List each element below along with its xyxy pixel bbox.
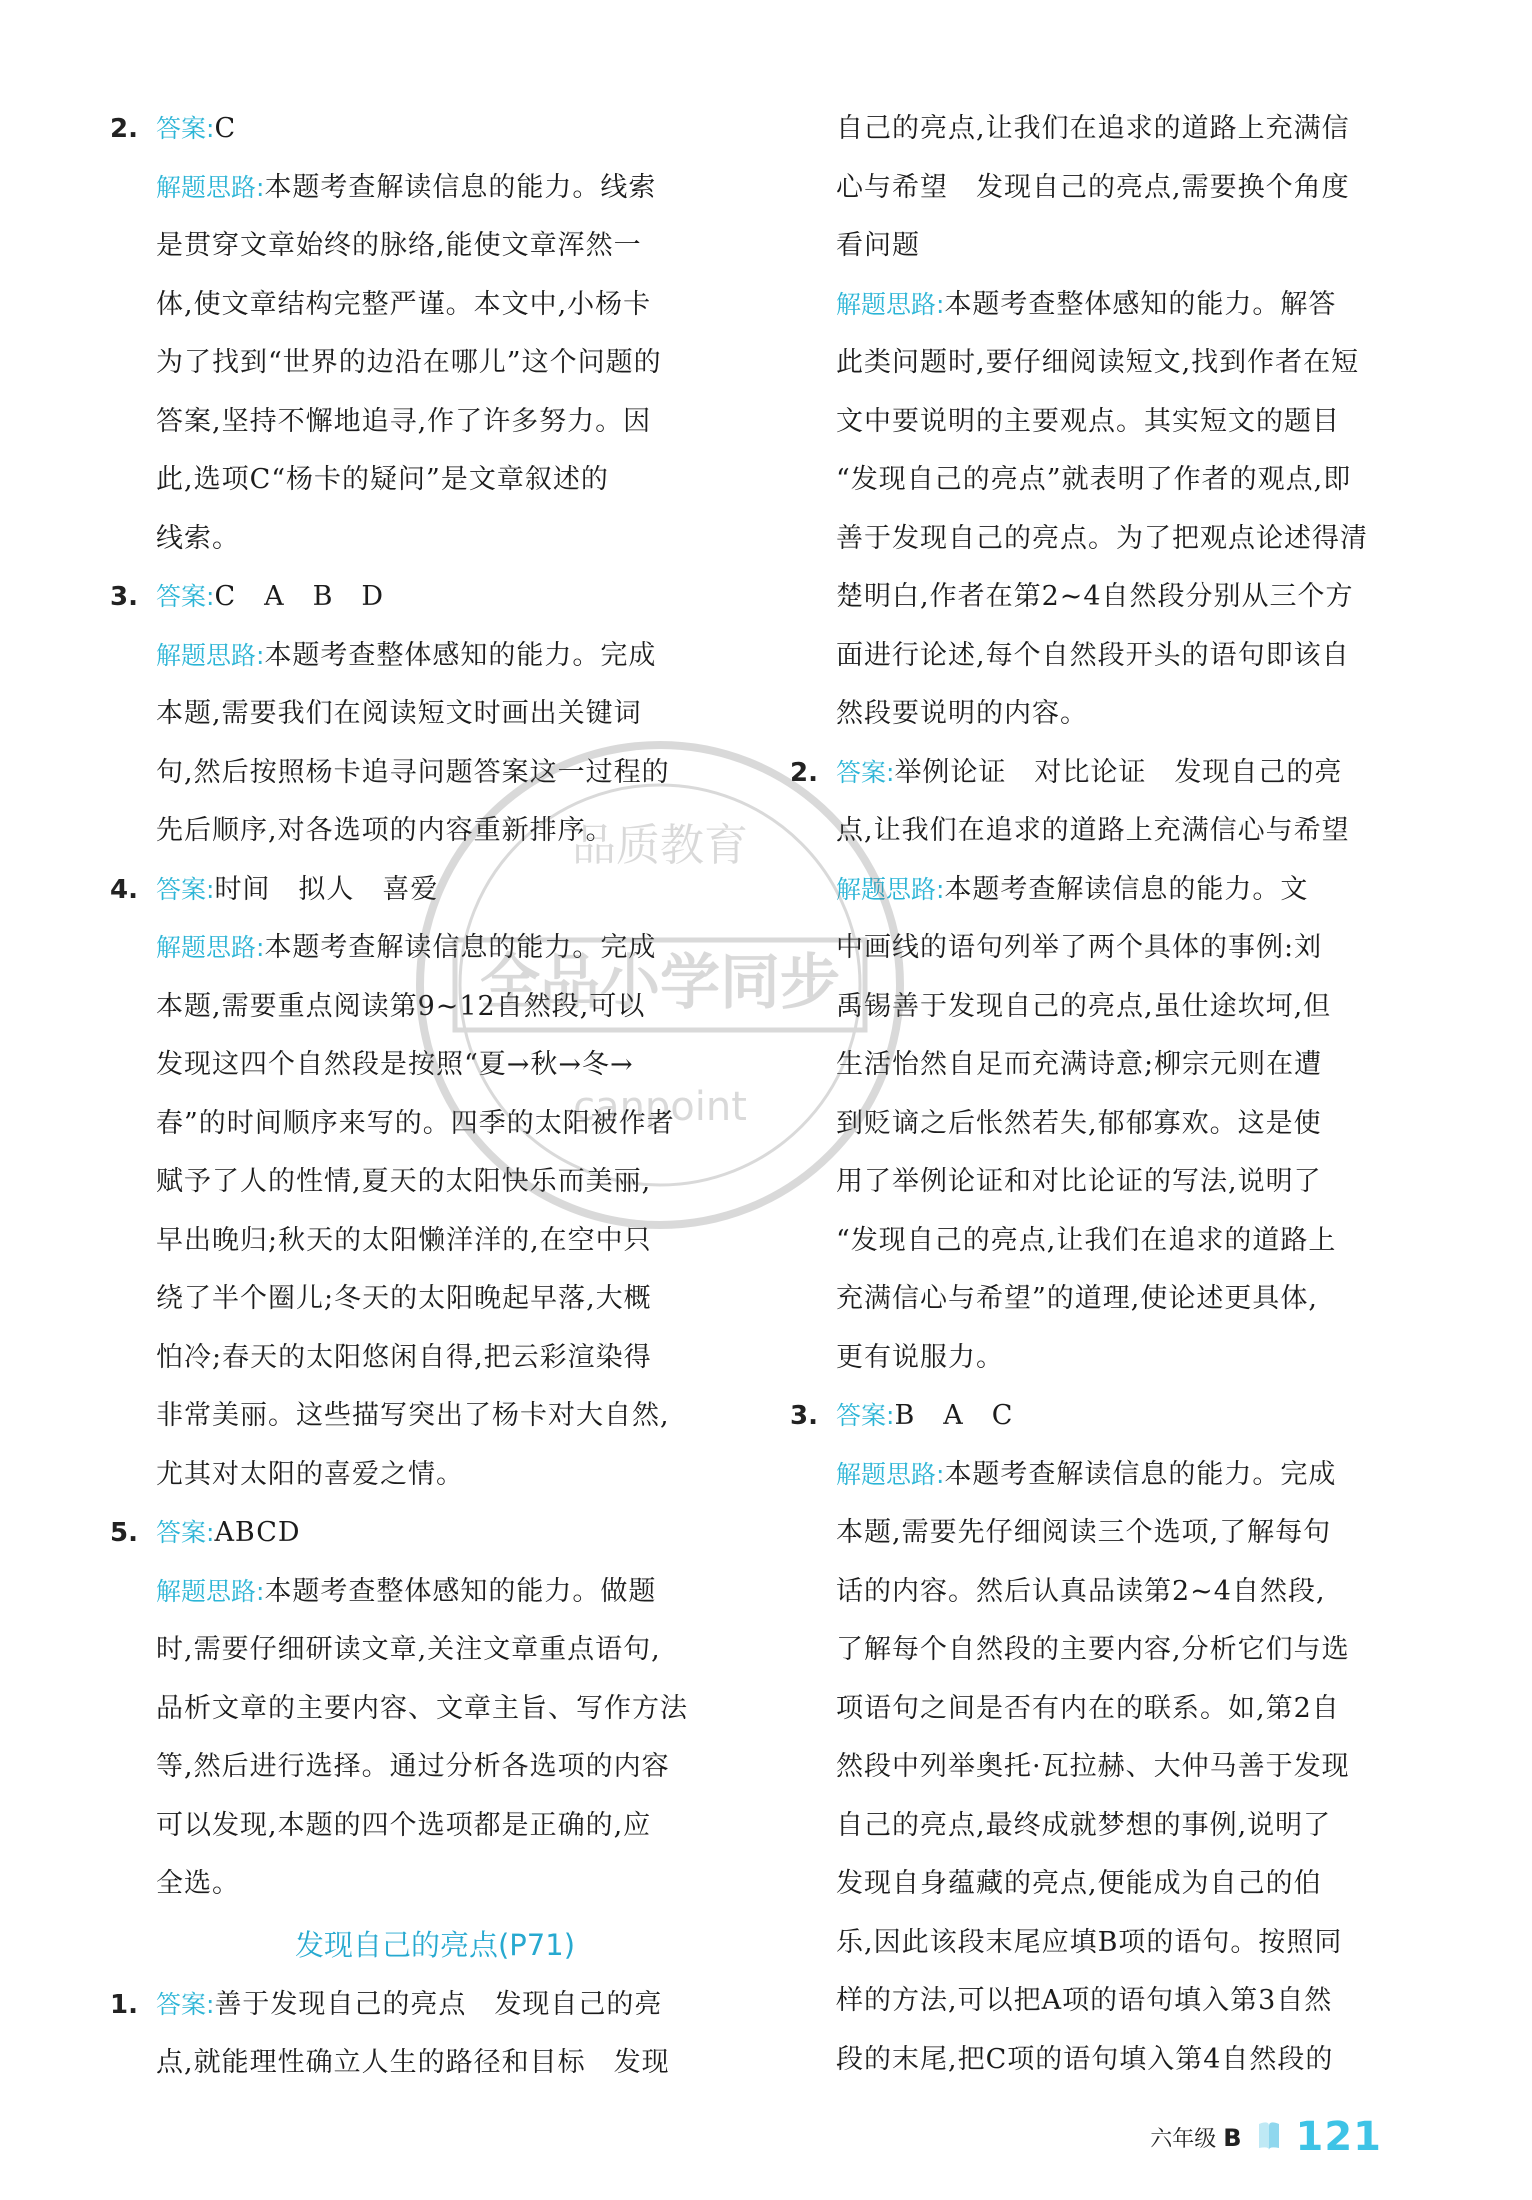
reasoning-label: 解题思路:	[156, 1576, 265, 1606]
line-text: “发现自己的亮点”就表明了作者的观点,即	[836, 464, 1352, 495]
answer-label: 答案:	[156, 1989, 215, 2019]
text-line	[156, 744, 700, 803]
line-text: 本题考查解读信息的能力。完成	[944, 1458, 1337, 1490]
line-text: 时间 拟人 喜爱	[214, 873, 439, 905]
text-line	[836, 1036, 1380, 1095]
answer-item	[790, 100, 1380, 744]
text-line	[156, 393, 700, 452]
line-text: 本题考查解读信息的能力。完成	[264, 932, 657, 963]
text-line	[836, 861, 1380, 920]
answer-item	[110, 861, 700, 1505]
line-text: 更有说服力。	[836, 1341, 1004, 1373]
text-line	[156, 627, 700, 686]
line-text: 点,让我们在追求的道路上充满信心与希望	[836, 815, 1350, 846]
reasoning-label: 解题思路:	[836, 1459, 945, 1489]
text-line	[156, 2034, 700, 2093]
text-line	[836, 1329, 1380, 1388]
text-line	[156, 1621, 700, 1680]
text-line	[836, 1797, 1380, 1856]
reasoning-label: 解题思路:	[156, 172, 265, 202]
line-text: 中画线的语句列举了两个具体的事例:刘	[836, 932, 1323, 963]
answer-label: 答案:	[836, 757, 895, 787]
text-line	[156, 1504, 700, 1563]
grade-label: 六年级 B	[1150, 2123, 1242, 2152]
text-line	[156, 1680, 700, 1739]
left-column	[110, 100, 700, 2093]
book-icon	[1256, 2120, 1282, 2154]
text-line	[156, 1270, 700, 1329]
text-line	[156, 1855, 700, 1914]
line-text: 线索。	[156, 522, 240, 554]
question-number: 2.	[790, 757, 818, 788]
line-text: 答案,坚持不懈地追寻,作了许多努力。因	[156, 405, 652, 437]
text-line	[156, 861, 700, 920]
line-text: 春”的时间顺序来写的。四季的太阳被作者	[156, 1107, 675, 1139]
line-text: 段的末尾,把C项的语句填入第4自然段的	[836, 2043, 1334, 2075]
line-text: 然段中列举奥托·瓦拉赫、大仲马善于发现	[836, 1751, 1350, 1782]
line-text: 绕了半个圈儿;冬天的太阳晚起早落,大概	[156, 1283, 652, 1314]
line-text: 本题考查整体感知的能力。解答	[944, 288, 1337, 320]
page-number: 121	[1295, 2114, 1382, 2160]
line-text: 时,需要仔细研读文章,关注文章重点语句,	[156, 1634, 661, 1665]
reasoning-label: 解题思路:	[156, 933, 265, 962]
question-number: 4.	[110, 874, 138, 905]
line-text: 本题考查整体感知的能力。做题	[264, 1575, 657, 1607]
line-text: 非常美丽。这些描写突出了杨卡对大自然,	[156, 1400, 670, 1431]
question-number: 5.	[110, 1518, 138, 1548]
line-text: 句,然后按照杨卡追寻问题答案这一过程的	[156, 756, 670, 788]
text-line	[836, 217, 1380, 276]
text-line	[156, 1738, 700, 1797]
line-text: 本题,需要先仔细阅读三个选项,了解每句	[836, 1517, 1332, 1548]
text-line	[156, 1036, 700, 1095]
text-line	[836, 802, 1380, 861]
answer-item	[110, 568, 700, 861]
text-line	[156, 217, 700, 276]
answer-label: 答案:	[156, 114, 215, 143]
line-text: “发现自己的亮点,让我们在追求的道路上	[836, 1224, 1337, 1256]
line-text: 举例论证 对比论证 发现自己的亮	[894, 756, 1343, 788]
line-text: 项语句之间是否有内在的联系。如,第2自	[836, 1692, 1340, 1724]
text-line	[836, 451, 1380, 510]
line-text: 心与希望 发现自己的亮点,需要换个角度	[836, 171, 1350, 203]
line-text: C	[214, 113, 237, 144]
text-line	[836, 744, 1380, 803]
line-text: 文中要说明的主要观点。其实短文的题目	[836, 405, 1340, 437]
line-text: 生活怡然自足而充满诗意;柳宗元则在遭	[836, 1049, 1323, 1080]
answer-item	[110, 1976, 700, 2093]
line-text: 发现这四个自然段是按照“夏→秋→冬→	[156, 1049, 634, 1080]
text-line	[156, 1976, 700, 2035]
text-line	[156, 1446, 700, 1505]
text-line	[156, 334, 700, 393]
line-text: 本题,需要我们在阅读短文时画出关键词	[156, 698, 642, 729]
text-line	[156, 1329, 700, 1388]
text-line	[156, 100, 700, 159]
text-line	[836, 978, 1380, 1037]
reasoning-label: 解题思路:	[156, 640, 265, 670]
text-line	[836, 1387, 1380, 1446]
text-line	[836, 1855, 1380, 1914]
line-text: 到贬谪之后怅然若失,郁郁寡欢。这是使	[836, 1107, 1322, 1139]
text-line	[836, 100, 1380, 159]
text-line	[836, 1621, 1380, 1680]
answer-label: 答案:	[156, 582, 215, 611]
line-text: 品析文章的主要内容、文章主旨、写作方法	[156, 1692, 688, 1724]
answer-item	[790, 1387, 1380, 2089]
question-number: 3.	[790, 1401, 818, 1431]
text-line	[836, 393, 1380, 452]
line-text: 本题,需要重点阅读第9~12自然段,可以	[156, 990, 646, 1022]
watermark-ring-text: 品质教育	[572, 820, 748, 871]
text-line	[156, 1095, 700, 1154]
line-text: 然段要说明的内容。	[836, 698, 1088, 729]
answer-item	[110, 100, 700, 568]
line-text: 本题考查解读信息的能力。线索	[264, 171, 657, 203]
line-text: 禹锡善于发现自己的亮点,虽仕途坎坷,但	[836, 990, 1332, 1022]
line-text: 自己的亮点,让我们在追求的道路上充满信	[836, 113, 1350, 144]
line-text: 话的内容。然后认真品读第2~4自然段,	[836, 1575, 1326, 1607]
line-text: 先后顺序,对各选项的内容重新排序。	[156, 815, 614, 846]
line-text: 点,就能理性确立人生的路径和目标 发现	[156, 2047, 670, 2078]
text-line	[156, 802, 700, 861]
answer-label: 答案:	[156, 1518, 215, 1547]
text-line	[836, 1680, 1380, 1739]
line-text: 样的方法,可以把A项的语句填入第3自然	[836, 1985, 1333, 2016]
text-line	[836, 276, 1380, 335]
line-text: 善于发现自己的亮点 发现自己的亮	[214, 1988, 663, 2020]
line-text: 乐,因此该段末尾应填B项的语句。按照同	[836, 1926, 1343, 1958]
text-line	[156, 1563, 700, 1622]
line-text: 早出晚归;秋天的太阳懒洋洋的,在空中只	[156, 1224, 652, 1256]
line-text: C A B D	[214, 581, 385, 612]
line-text: 此,选项C“杨卡的疑问”是文章叙述的	[156, 464, 609, 495]
text-line	[836, 159, 1380, 218]
line-text: 本题考查解读信息的能力。文	[944, 873, 1309, 905]
text-line	[836, 334, 1380, 393]
line-text: 怕冷;春天的太阳悠闲自得,把云彩渲染得	[156, 1341, 652, 1373]
text-line	[156, 276, 700, 335]
text-line	[836, 1504, 1380, 1563]
text-line	[836, 627, 1380, 686]
question-number: 2.	[110, 114, 138, 144]
right-column	[790, 100, 1380, 2089]
reasoning-label: 解题思路:	[836, 874, 945, 904]
line-text: 看问题	[836, 230, 920, 261]
line-text: 发现自身蕴藏的亮点,便能成为自己的伯	[836, 1868, 1322, 1899]
line-text: 赋予了人的性情,夏天的太阳快乐而美丽,	[156, 1166, 652, 1197]
text-line	[156, 510, 700, 569]
text-line	[156, 159, 700, 218]
page-footer	[1150, 2114, 1382, 2160]
text-line	[156, 451, 700, 510]
text-line	[836, 1563, 1380, 1622]
text-line	[156, 1153, 700, 1212]
reasoning-label: 解题思路:	[836, 289, 945, 319]
question-number: 3.	[110, 582, 138, 612]
text-line	[836, 510, 1380, 569]
line-text: 用了举例论证和对比论证的写法,说明了	[836, 1166, 1322, 1197]
text-line	[836, 1153, 1380, 1212]
line-text: 充满信心与希望”的道理,使论述更具体,	[836, 1283, 1318, 1314]
line-text: 全选。	[156, 1868, 240, 1899]
text-line	[836, 2031, 1380, 2090]
line-text: 了解每个自然段的主要内容,分析它们与选	[836, 1634, 1350, 1665]
text-line	[156, 978, 700, 1037]
text-line	[156, 1387, 700, 1446]
line-text: 尤其对太阳的喜爱之情。	[156, 1458, 464, 1490]
text-line	[836, 1446, 1380, 1505]
line-text: 可以发现,本题的四个选项都是正确的,应	[156, 1809, 652, 1841]
line-text: 本题考查整体感知的能力。完成	[264, 639, 657, 671]
watermark-center-text: 全品小学同步	[480, 948, 840, 1018]
line-text: 体,使文章结构完整严谨。本文中,小杨卡	[156, 288, 652, 320]
line-text: 等,然后进行选择。通过分析各选项的内容	[156, 1751, 670, 1782]
question-number: 1.	[110, 1989, 138, 2020]
line-text: 善于发现自己的亮点。为了把观点论述得清	[836, 522, 1368, 554]
answer-label: 答案:	[836, 1401, 895, 1430]
line-text: 自己的亮点,最终成就梦想的事例,说明了	[836, 1809, 1332, 1841]
answer-item	[790, 744, 1380, 1388]
text-line	[156, 919, 700, 978]
text-line	[156, 1797, 700, 1856]
text-line	[836, 1914, 1380, 1973]
text-line	[156, 685, 700, 744]
line-text: 面进行论述,每个自然段开头的语句即该自	[836, 639, 1350, 671]
text-line	[836, 1095, 1380, 1154]
answer-item	[110, 1504, 700, 1914]
line-text: 为了找到“世界的边沿在哪儿”这个问题的	[156, 347, 662, 378]
line-text: ABCD	[214, 1517, 301, 1548]
text-line	[836, 1270, 1380, 1329]
text-line	[836, 1738, 1380, 1797]
text-line	[836, 1212, 1380, 1271]
line-text: 是贯穿文章始终的脉络,能使文章浑然一	[156, 230, 642, 261]
text-line	[156, 568, 700, 627]
line-text: B A C	[894, 1400, 1014, 1431]
line-text: 楚明白,作者在第2~4自然段分别从三个方	[836, 581, 1354, 612]
answer-label: 答案:	[156, 874, 215, 904]
watermark-sub-text: canpoint	[573, 1084, 747, 1130]
section-title: 发现自己的亮点(P71)	[294, 1927, 576, 1962]
line-text: 此类问题时,要仔细阅读短文,找到作者在短	[836, 347, 1360, 378]
text-line	[836, 1972, 1380, 2031]
text-line	[836, 685, 1380, 744]
text-line	[836, 919, 1380, 978]
text-line	[836, 568, 1380, 627]
text-line	[156, 1212, 700, 1271]
